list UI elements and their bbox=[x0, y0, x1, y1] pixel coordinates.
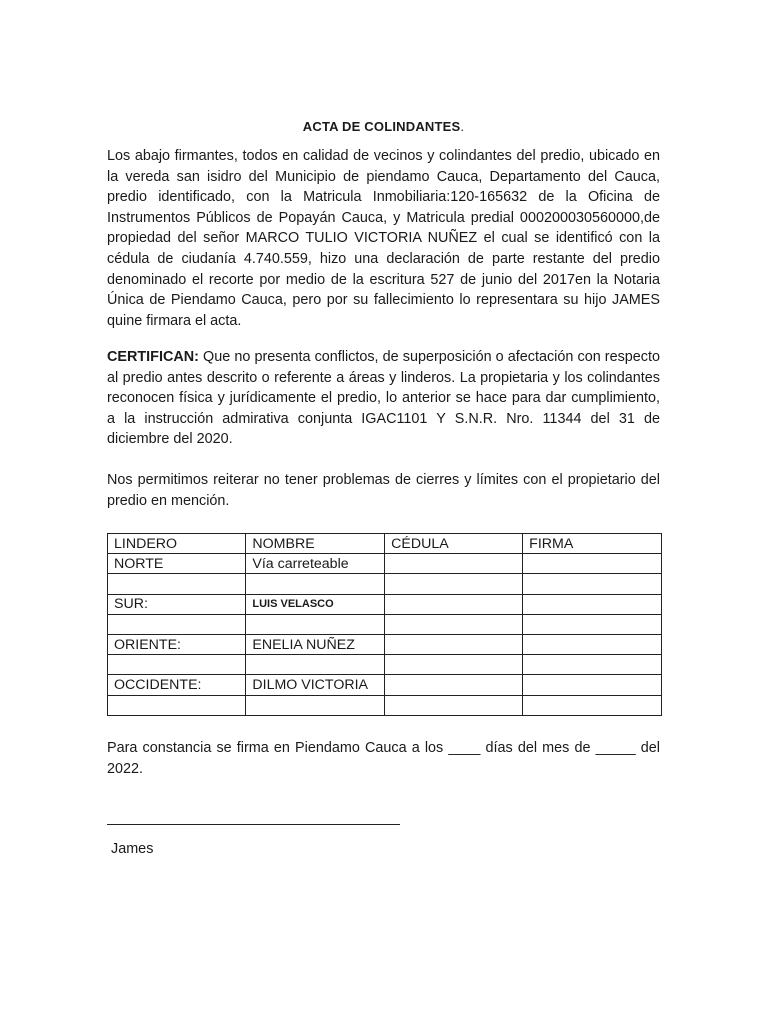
title-text: ACTA DE COLINDANTES bbox=[302, 119, 461, 134]
cell-firma bbox=[523, 614, 662, 634]
cell-cedula bbox=[385, 554, 523, 574]
table-row bbox=[108, 655, 662, 675]
header-cedula: CÉDULA bbox=[385, 534, 523, 554]
cell-cedula bbox=[385, 574, 523, 594]
table-row bbox=[108, 554, 662, 574]
cell-cedula bbox=[385, 614, 523, 634]
cell-nombre: LUIS VELASCO bbox=[246, 594, 385, 614]
table-row bbox=[108, 675, 662, 695]
table-row bbox=[108, 574, 662, 594]
cell-firma bbox=[523, 554, 662, 574]
intro-paragraph: Los abajo firmantes, todos en calidad de vecinos y colindantes del predio, ubicado en la vereda san isidro del Municipio de piendamo Cauca, Departamento del Cauca, predio identificado, con la Matricula Inmobiliaria:120-165632 de la Oficina de Instrumentos Públicos de Popayán Cauca, y Matricula predial 000200030560000,de propiedad del señor MARCO TULIO VICTORIA NUÑEZ el cual se identificó con la cédula de ciudanía 4.740.559, hizo una declaración de parte restante del predio denominado el recorte por medio de la escritura 527 de junio del 2017en la Notaria Única de Piendamo Cauca, pero por su fallecimiento lo representara su hijo JAMES quine firmara el acta. bbox=[107, 148, 660, 329]
header-lindero: LINDERO bbox=[108, 534, 246, 554]
cell-firma bbox=[523, 634, 662, 654]
cell-firma bbox=[523, 594, 662, 614]
cell-firma bbox=[523, 675, 662, 695]
cell-lindero bbox=[108, 695, 246, 715]
cell-nombre: DILMO VICTORIA bbox=[246, 675, 385, 695]
cell-cedula bbox=[385, 594, 523, 614]
cell-lindero: NORTE bbox=[108, 554, 246, 574]
cell-lindero: SUR: bbox=[108, 594, 246, 614]
certifican-text: Que no presenta conflictos, de superposición o afectación con respecto al predio antes descrito o referente a áreas y linderos. La propietaria y los colindantes reconocen física y jurídicamente el predio, lo anterior se hace para dar cumplimiento, a la instrucción admirativa conjunta IGAC1101 Y S.N.R. Nro. 11344 del 31 de diciembre del 2020. bbox=[107, 349, 660, 448]
cell-lindero bbox=[108, 655, 246, 675]
linderos-table bbox=[107, 533, 662, 716]
signature-line bbox=[107, 824, 400, 825]
table-row bbox=[108, 594, 662, 614]
certifican-paragraph bbox=[107, 347, 660, 450]
table-row bbox=[108, 634, 662, 654]
document-title bbox=[107, 119, 660, 134]
cell-firma bbox=[523, 655, 662, 675]
cell-nombre bbox=[246, 695, 385, 715]
table-header-row bbox=[108, 534, 662, 554]
cell-cedula bbox=[385, 695, 523, 715]
header-firma: FIRMA bbox=[523, 534, 662, 554]
cell-lindero: OCCIDENTE: bbox=[108, 675, 246, 695]
table-row bbox=[108, 695, 662, 715]
cell-lindero bbox=[108, 574, 246, 594]
closing-paragraph: Para constancia se firma en Piendamo Cauca a los ____ días del mes de _____ del 2022. bbox=[107, 740, 660, 777]
signer-name: James bbox=[111, 841, 154, 857]
cell-nombre bbox=[246, 574, 385, 594]
cell-nombre: ENELIA NUÑEZ bbox=[246, 634, 385, 654]
header-nombre: NOMBRE bbox=[246, 534, 385, 554]
cell-cedula bbox=[385, 655, 523, 675]
cell-cedula bbox=[385, 675, 523, 695]
cell-nombre: Vía carreteable bbox=[246, 554, 385, 574]
cell-nombre bbox=[246, 614, 385, 634]
cell-lindero bbox=[108, 614, 246, 634]
table-row bbox=[108, 614, 662, 634]
title-suffix: . bbox=[460, 119, 465, 134]
certifican-label: CERTIFICAN: bbox=[107, 349, 199, 365]
cell-cedula bbox=[385, 634, 523, 654]
cell-firma bbox=[523, 574, 662, 594]
reiteration-paragraph: Nos permitimos reiterar no tener problemas de cierres y límites con el propietario del predio en mención. bbox=[107, 472, 660, 509]
cell-lindero: ORIENTE: bbox=[108, 634, 246, 654]
cell-nombre bbox=[246, 655, 385, 675]
cell-firma bbox=[523, 695, 662, 715]
